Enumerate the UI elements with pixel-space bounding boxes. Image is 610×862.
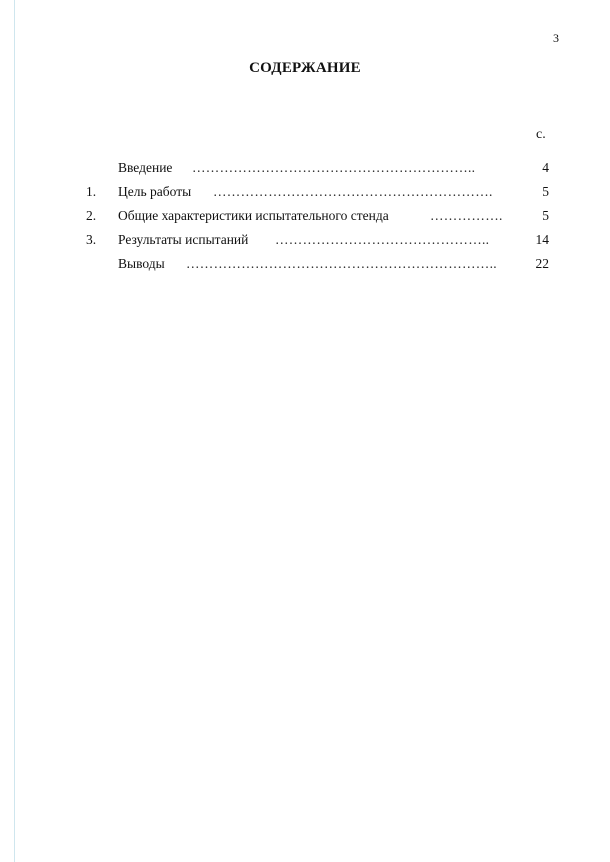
toc-entry-page: 14 [535,232,549,247]
toc-entry-conclusions[interactable] [0,254,610,274]
toc-entry-test-results[interactable] [0,230,610,250]
toc-leader-dots: ……………………………………….. [275,232,490,247]
toc-entry-page: 5 [542,184,549,199]
toc-entry-page: 22 [535,256,549,271]
toc-entry-page: 4 [542,160,549,175]
toc-leader-dots: …………………………………………………….. [192,160,476,175]
page-column-header: с. [536,127,546,142]
toc-entry-label: Общие характеристики испытательного стенда [118,208,389,223]
toc-entry-page: 5 [542,208,549,223]
toc-entry-label: Результаты испытаний [118,232,249,247]
toc-entry-goal[interactable] [0,182,610,202]
document-title: СОДЕРЖАНИЕ [249,60,361,76]
toc-leader-dots: ………………………………………………………….. [186,256,497,271]
toc-entry-label: Выводы [118,256,165,271]
toc-entry-label: Цель работы [118,184,192,199]
page-number: 3 [553,31,559,45]
toc-entry-number: 1. [86,184,97,199]
toc-leader-dots: ……………………………………………………. [213,184,493,199]
toc-entry-number: 3. [86,232,97,247]
toc-entry-number: 2. [86,208,97,223]
toc-entry-introduction[interactable] [0,158,610,178]
toc-leader-dots: ……………. [430,208,503,223]
toc-entry-stand-characteristics[interactable] [0,206,610,226]
toc-entry-label: Введение [118,160,173,175]
